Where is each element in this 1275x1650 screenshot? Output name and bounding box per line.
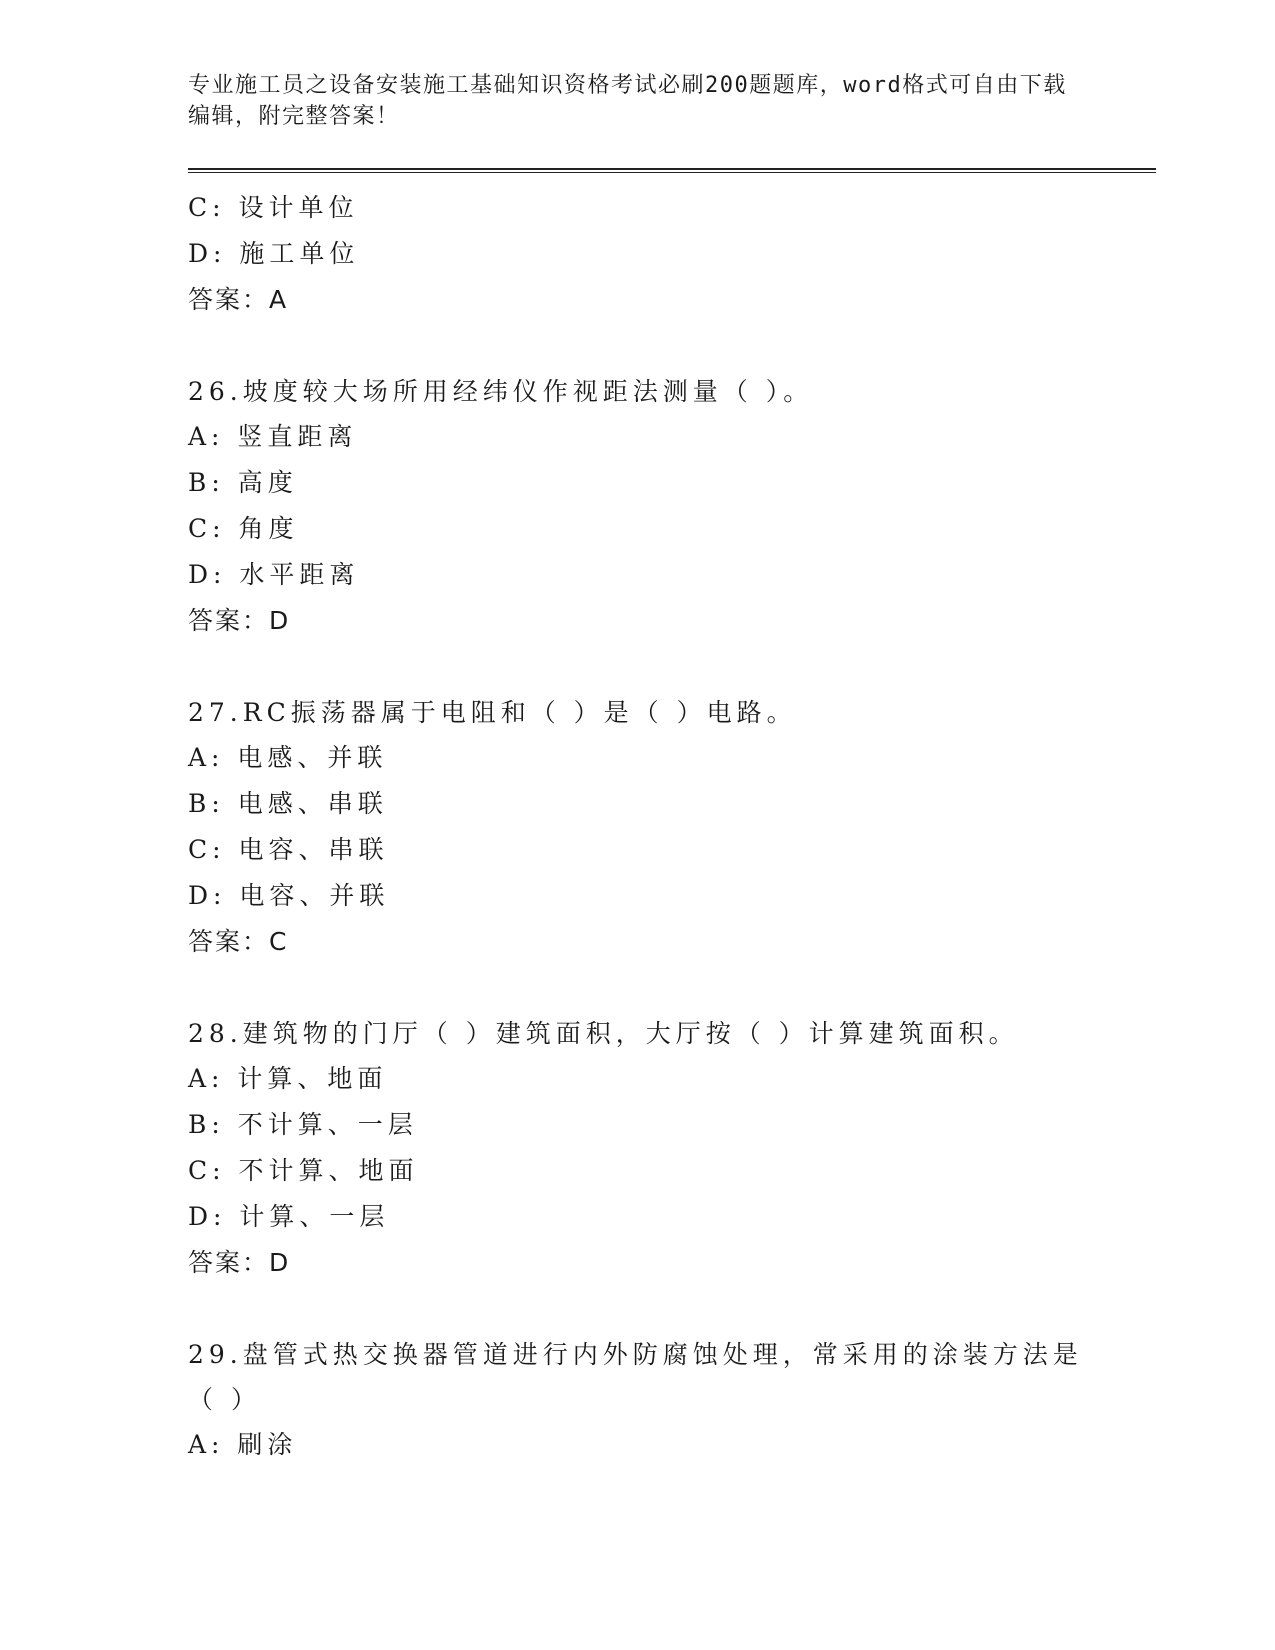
option-c: C: 角度 [188, 514, 299, 543]
option-c: C: 电容、串联 [188, 835, 389, 864]
option-d: D: 水平距离 [188, 560, 360, 589]
answer: 答案：A [188, 285, 289, 314]
question-29 [188, 1332, 1156, 1468]
option-c: C: 设计单位 [188, 193, 359, 222]
option-a: A: 计算、地面 [188, 1064, 388, 1093]
document-header: 专业施工员之设备安装施工基础知识资格考试必刷200题题库，word格式可自由下载编辑，附完整答案！ [188, 73, 1067, 129]
option-d: D: 施工单位 [188, 239, 360, 268]
question-text: 27.RC振荡器属于电阻和（ ）是（ ）电路。 [188, 698, 797, 727]
option-d: D: 电容、并联 [188, 881, 390, 910]
option-a: A: 刷涂 [188, 1430, 298, 1459]
option-b: B: 电感、串联 [188, 789, 388, 818]
document-page [188, 70, 1156, 1468]
answer: 答案：D [188, 1248, 291, 1277]
intro-block [188, 185, 1156, 323]
question-27 [188, 690, 1156, 965]
header-divider [188, 168, 1156, 173]
option-b: B: 高度 [188, 468, 298, 497]
question-28 [188, 1011, 1156, 1286]
option-b: B: 不计算、一层 [188, 1110, 418, 1139]
question-text: 29.盘管式热交换器管道进行内外防腐蚀处理，常采用的涂装方法是（ ） [188, 1340, 1083, 1414]
answer: 答案：D [188, 606, 291, 635]
option-d: D: 计算、一层 [188, 1202, 390, 1231]
option-c: C: 不计算、地面 [188, 1156, 419, 1185]
question-text: 26.坡度较大场所用经纬仪作视距法测量（ ）。 [188, 377, 814, 406]
answer: 答案：C [188, 927, 289, 956]
option-a: A: 电感、并联 [188, 743, 388, 772]
question-text: 28.建筑物的门厅（ ）建筑面积，大厅按（ ）计算建筑面积。 [188, 1019, 1019, 1048]
question-content [188, 185, 1156, 1468]
question-26 [188, 369, 1156, 644]
option-a: A: 竖直距离 [188, 422, 358, 451]
